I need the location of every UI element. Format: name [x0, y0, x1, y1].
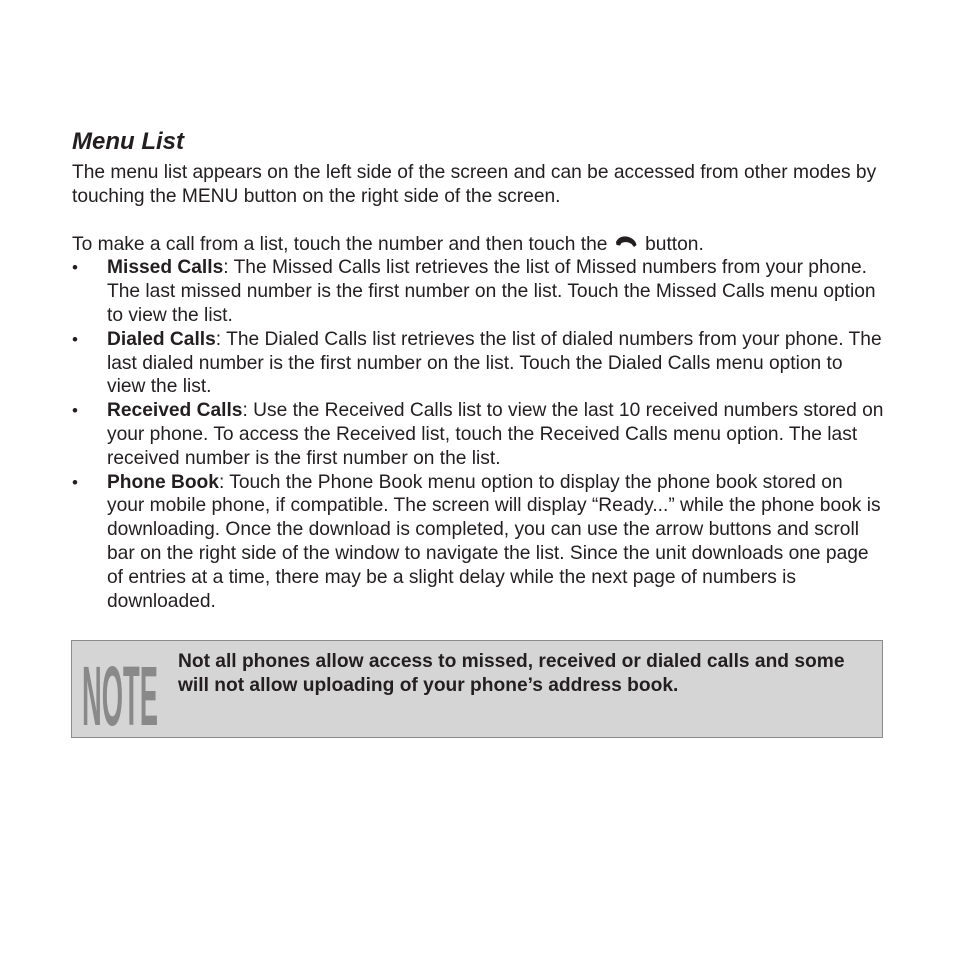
- intro-paragraph: The menu list appears on the left side of the screen and can be accessed from other modes by touching the MENU button on the right side of the screen.: [72, 162, 877, 207]
- list-item-dialed-calls: [72, 328, 884, 399]
- bullet-text: : The Missed Calls list retrieves the list of Missed numbers from your phone. The last missed number is the first number on the list. Touch the Missed Calls menu option to view the list.: [107, 257, 876, 326]
- bullet-text: : Use the Received Calls list to view the last 10 received numbers stored on your phone. To access the Received list, touch the Received Calls menu option. The last received number is the first number on the list.: [107, 400, 884, 469]
- phone-handset-icon: [614, 235, 638, 251]
- note-logo-text: NOTE: [82, 649, 158, 743]
- bullet-icon: •: [72, 329, 78, 349]
- list-item-missed-calls: [72, 256, 884, 327]
- list-item-phone-book: [72, 471, 884, 614]
- section-title: Menu List: [72, 128, 184, 155]
- bullet-icon: •: [72, 401, 78, 421]
- bullet-title: Phone Book: [107, 471, 219, 493]
- call-instruction-before: To make a call from a list, touch the number and then touch the: [72, 233, 608, 255]
- document-page: [72, 126, 884, 613]
- bullet-title: Received Calls: [107, 400, 243, 422]
- list-item-received-calls: [72, 399, 884, 470]
- bullet-text: : The Dialed Calls list retrieves the list of dialed numbers from your phone. The last dialed number is the first number on the list. Touch the Dialed Calls menu option to view the list.: [107, 328, 882, 398]
- bullet-icon: •: [72, 258, 78, 278]
- note-logo-icon: [82, 649, 158, 743]
- bullet-text: : Touch the Phone Book menu option to display the phone book stored on your mobile phone, if compatible. The screen will display “Ready...” while the phone book is downloading. Once the download is completed, you can use the arrow buttons and scroll bar on the right side of the window to navigate the list. Since the unit downloads one page of entries at a time, there may be a slight delay while the next page of numbers is downloaded.: [107, 471, 881, 612]
- bullet-icon: •: [72, 472, 78, 492]
- menu-options-list: [72, 256, 884, 613]
- note-text: Not all phones allow access to missed, received or dialed calls and some will not allow uploading of your phone’s address book.: [178, 651, 845, 696]
- note-box: [71, 640, 883, 743]
- call-instruction-after: button.: [645, 233, 704, 255]
- bullet-title: Dialed Calls: [107, 328, 216, 350]
- bullet-title: Missed Calls: [107, 257, 224, 279]
- call-instruction: [72, 233, 884, 257]
